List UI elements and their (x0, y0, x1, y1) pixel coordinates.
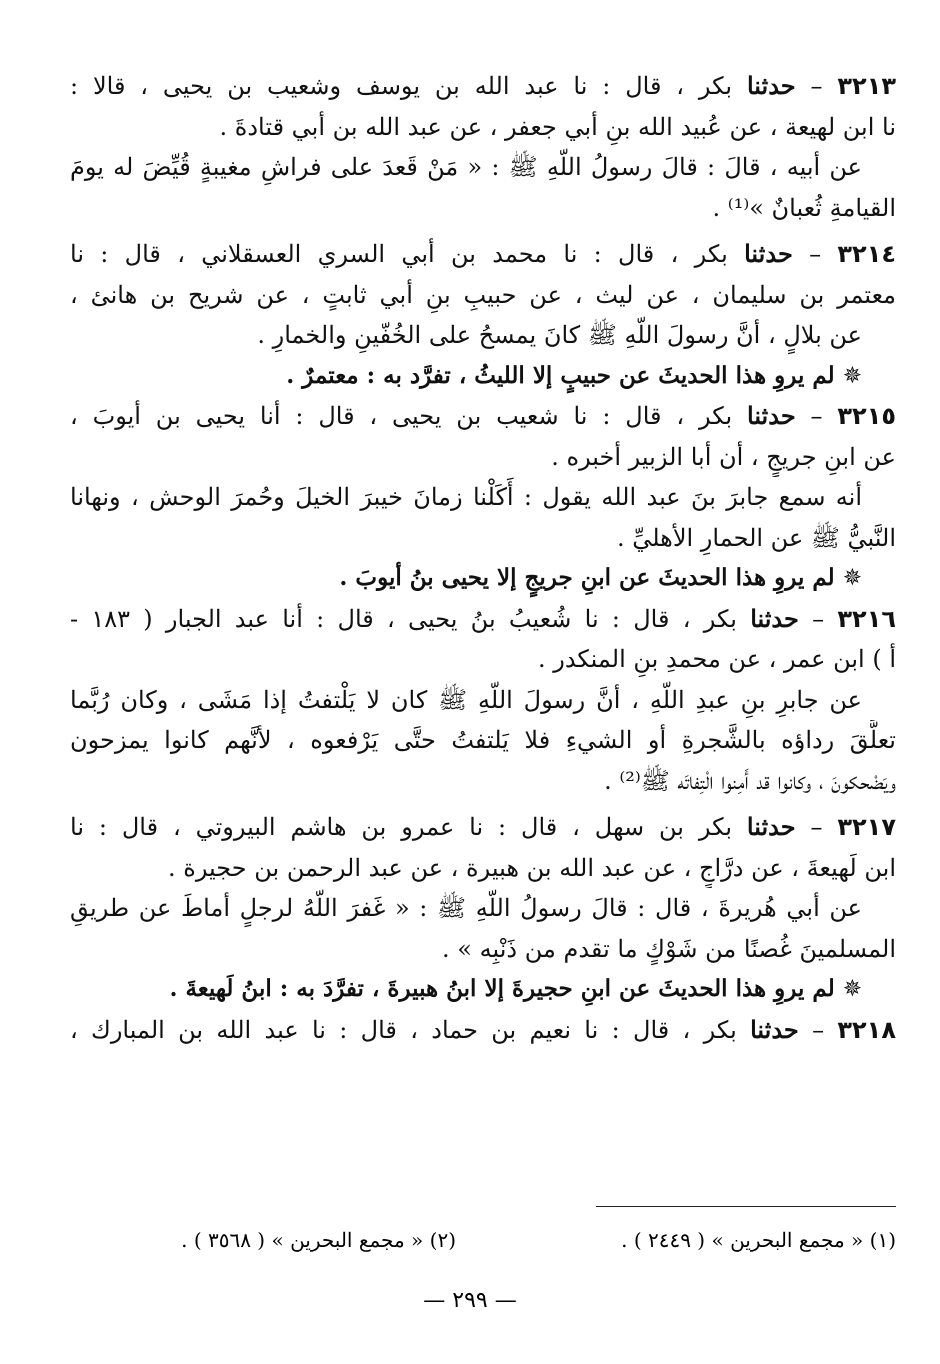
hadith-3216-line-4: تعلَّقَ رداؤه بالشَّجرةِ أو الشيءِ فلا يَلتفتُ حتَّى يَرْفعوه ، لأنَّهم كانوا يمزحون (70, 726, 896, 754)
hadith-3213-line-4: القيامةِ ثُعبانٌ »⁽¹⁾ . (712, 193, 896, 222)
hadith-3214-note: ✵ لم يروِ هذا الحديثَ عن حبيبٍ إلا الليثُ ، تفرَّد به : معتمرٌ . (286, 361, 862, 389)
hadith-3215-line-4: النَّبيُّ ﷺ عن الحمارِ الأهليِّ . (616, 523, 896, 552)
hadith-number: ٣٢١٦ (837, 604, 896, 633)
hadith-opening: حدثنا (746, 71, 796, 100)
hadith-3214-line-1: ٣٢١٤ – حدثنا بكر ، قال : نا محمد بن أبي السري العسقلاني ، قال : نا (70, 239, 896, 268)
page-number: — ٢٩٩ — (423, 1288, 517, 1313)
hadith-3213-line-2: نا ابن لهيعة ، عن عُبيد الله بنِ أبي جعفر ، عن عبد الله بن أبي قتادةَ . (219, 112, 896, 141)
hadith-number: ٣٢١٧ (837, 813, 896, 841)
hadith-3215-line-2: عن ابنِ جريجٍ ، أن أبا الزبير أخبره . (551, 442, 896, 471)
hadith-3213-line-3: عن أبيه ، قالَ : قالَ رسولُ اللّهِ ﷺ : « مَنْ قَعدَ على فراشِ مغيبةٍ قُيِّضَ له يومَ (70, 153, 862, 181)
hadith-3217-line-2: ابن لَهيعةَ ، عن درَّاجٍ ، عن عبد الله بن هبيرة ، عن عبد الرحمن بن حجيرة . (167, 853, 896, 882)
hadith-opening: حدثنا (747, 401, 796, 430)
star-icon: ✵ (842, 362, 862, 389)
hadith-3216-line-2: أ ) ابن عمر ، عن محمدِ بنِ المنكدر . (537, 645, 896, 673)
hadith-3217-note: ✵ لم يروِ هذا الحديثَ عن ابنِ حجيرةَ إلا ابنُ هبيرةَ ، تفرَّدَ به : ابنُ لَهيعةَ . (169, 975, 862, 1002)
hadith-opening: حدثنا (750, 603, 799, 633)
hadith-number: ٣٢١٤ (837, 240, 896, 268)
hadith-3218-line-1: ٣٢١٨ – حدثنا بكر ، قال : نا نعيم بن حماد ، قال : نا عبد الله بن المبارك ، (70, 1014, 896, 1044)
hadith-3217-line-1: ٣٢١٧ – حدثنا بكر بن سهل ، قال : نا عمرو بن هاشم البيروتي ، قال : نا (70, 812, 896, 841)
hadith-3214-line-3: عن بلالٍ ، أنَّ رسولَ اللّهِ ﷺ كانَ يمسحُ على الخُفّينِ والخمارِ . (257, 321, 862, 349)
hadith-3217-line-3: عن أبي هُريرةَ ، قال : قالَ رسولُ اللّهِ ﷺ : « غَفرَ اللّهُ لرجلٍ أماطَ عن طريقِ (70, 894, 862, 922)
footnote-divider (596, 1206, 896, 1207)
hadith-number: ٣٢١٨ (837, 1015, 896, 1044)
page-body (70, 66, 896, 1050)
hadith-3217-line-4: المسلمينَ غُصنًا من شَوْكٍ ما تقدم من ذَنْبِه » . (442, 934, 896, 963)
hadith-3215-line-1: ٣٢١٥ – حدثنا بكر ، قال : نا شعيب بن يحيى ، قال : أنا يحيى بن أيوبَ ، (70, 401, 896, 430)
hadith-3215-note: ✵ لم يروِ هذا الحديثَ عن ابنِ جريجٍ إلا يحيى بنُ أيوبَ . (339, 564, 862, 591)
hadith-3214-line-2: معتمر بن سليمان ، عن ليث ، عن حبيبِ بنِ أبي ثابتٍ ، عن شريح بن هانئ ، (70, 280, 896, 309)
hadith-3213-line-1: ٣٢١٣ – حدثنا بكر ، قال : نا عبد الله بن يوسف وشعيب بن يحيى ، قالا : (70, 71, 896, 100)
hadith-3216-line-3: عن جابرِ بنِ عبدِ اللّهِ ، أنَّ رسولَ اللّهِ ﷺ كان لا يَلْتفتُ إذا مَشَى ، وكان رُبَّما (70, 685, 862, 714)
hadith-number: ٣٢١٣ (837, 72, 896, 100)
star-icon: ✵ (842, 976, 862, 1002)
footnotes (70, 1222, 896, 1262)
footnote-1: (١) « مجمع البحرين » ( ٢٤٤٩ ) . (621, 1228, 896, 1252)
hadith-number: ٣٢١٥ (837, 402, 896, 430)
footnote-2: (٢) « مجمع البحرين » ( ٣٥٦٨ ) . (181, 1228, 456, 1252)
hadith-3216-line-1: ٣٢١٦ – حدثنا بكر ، قال : نا شُعيبُ بنُ يحيى ، قال : أنا عبد الجبار ( ١٨٣ - (70, 603, 896, 633)
hadith-opening: حدثنا (750, 1014, 799, 1044)
hadith-opening: حدثنا (746, 812, 796, 841)
hadith-3215-line-3: أنه سمع جابرَ بنَ عبد الله يقول : أَكَلْنا زمانَ خيبرَ الخيلَ وحُمرَ الوحش ، ونهانا (70, 483, 862, 511)
star-icon: ✵ (842, 565, 862, 591)
hadith-3216-line-5: ويَضْحكونَ ، وكانوا قد أَمِنوا الْتِفاتَه ﷺ⁽²⁾ . (604, 766, 896, 795)
hadith-opening: حدثنا (744, 239, 793, 268)
